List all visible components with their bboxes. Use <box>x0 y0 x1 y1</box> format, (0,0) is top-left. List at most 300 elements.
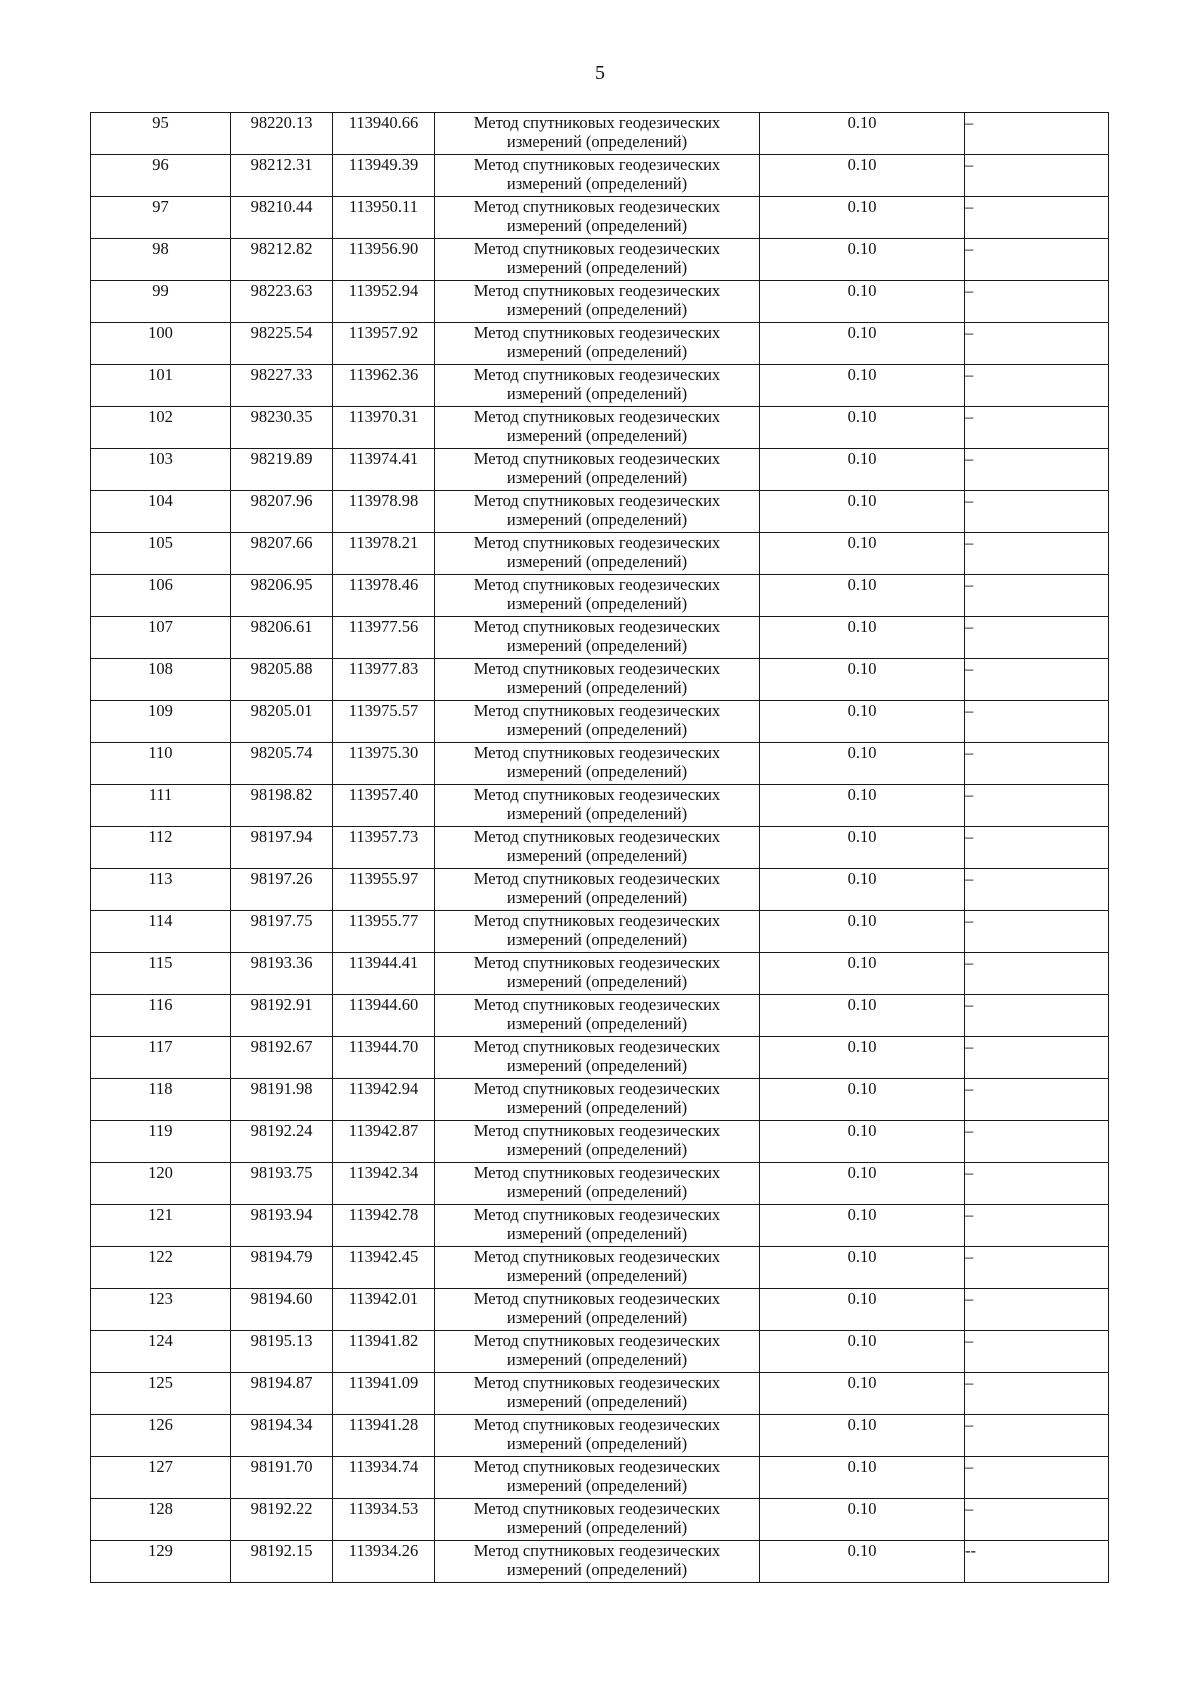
table-row <box>91 785 1109 827</box>
table-row <box>91 659 1109 701</box>
x-coordinate-cell: 98197.75 <box>231 911 333 953</box>
method-line-1: Метод спутниковых геодезических <box>473 365 721 384</box>
method-line-1: Метод спутниковых геодезических <box>473 1541 721 1560</box>
x-coordinate-cell: 98198.82 <box>231 785 333 827</box>
point-number-cell: 124 <box>91 1331 231 1373</box>
table-row <box>91 827 1109 869</box>
point-number-cell: 121 <box>91 1205 231 1247</box>
point-number-cell: 98 <box>91 239 231 281</box>
accuracy-cell: 0.10 <box>760 827 965 869</box>
method-cell <box>435 827 760 869</box>
note-cell: – <box>965 323 1109 365</box>
method-line-2: измерений (определений) <box>506 384 688 403</box>
point-number-cell: 99 <box>91 281 231 323</box>
note-cell: – <box>965 113 1109 155</box>
method-line-1: Метод спутниковых геодезических <box>473 449 721 468</box>
y-coordinate-cell: 113957.40 <box>333 785 435 827</box>
x-coordinate-cell: 98197.94 <box>231 827 333 869</box>
method-line-1: Метод спутниковых геодезических <box>473 869 721 888</box>
accuracy-cell: 0.10 <box>760 1541 965 1583</box>
method-line-1: Метод спутниковых геодезических <box>473 1289 721 1308</box>
method-line-2: измерений (определений) <box>506 636 688 655</box>
accuracy-cell: 0.10 <box>760 659 965 701</box>
y-coordinate-cell: 113942.45 <box>333 1247 435 1289</box>
x-coordinate-cell: 98205.88 <box>231 659 333 701</box>
y-coordinate-cell: 113955.77 <box>333 911 435 953</box>
x-coordinate-cell: 98212.31 <box>231 155 333 197</box>
note-cell: – <box>965 827 1109 869</box>
point-number-cell: 97 <box>91 197 231 239</box>
x-coordinate-cell: 98193.36 <box>231 953 333 995</box>
y-coordinate-cell: 113944.60 <box>333 995 435 1037</box>
method-line-2: измерений (определений) <box>506 1098 688 1117</box>
method-line-1: Метод спутниковых геодезических <box>473 1373 721 1392</box>
point-number-cell: 116 <box>91 995 231 1037</box>
y-coordinate-cell: 113950.11 <box>333 197 435 239</box>
method-line-2: измерений (определений) <box>506 426 688 445</box>
method-line-1: Метод спутниковых геодезических <box>473 1037 721 1056</box>
y-coordinate-cell: 113949.39 <box>333 155 435 197</box>
note-cell: – <box>965 1163 1109 1205</box>
point-number-cell: 122 <box>91 1247 231 1289</box>
table-row <box>91 1163 1109 1205</box>
method-line-2: измерений (определений) <box>506 1308 688 1327</box>
method-line-2: измерений (определений) <box>506 972 688 991</box>
coordinates-table <box>90 112 1109 1583</box>
table-row <box>91 743 1109 785</box>
note-cell: – <box>965 281 1109 323</box>
method-line-2: измерений (определений) <box>506 510 688 529</box>
y-coordinate-cell: 113944.41 <box>333 953 435 995</box>
method-line-1: Метод спутниковых геодезических <box>473 743 721 762</box>
y-coordinate-cell: 113941.82 <box>333 1331 435 1373</box>
x-coordinate-cell: 98212.82 <box>231 239 333 281</box>
note-cell: – <box>965 407 1109 449</box>
note-cell: – <box>965 953 1109 995</box>
x-coordinate-cell: 98230.35 <box>231 407 333 449</box>
method-cell <box>435 1541 760 1583</box>
method-line-2: измерений (определений) <box>506 594 688 613</box>
x-coordinate-cell: 98192.91 <box>231 995 333 1037</box>
table-row <box>91 1457 1109 1499</box>
method-line-1: Метод спутниковых геодезических <box>473 1415 721 1434</box>
method-line-2: измерений (определений) <box>506 678 688 697</box>
accuracy-cell: 0.10 <box>760 575 965 617</box>
accuracy-cell: 0.10 <box>760 1163 965 1205</box>
method-line-1: Метод спутниковых геодезических <box>473 575 721 594</box>
note-cell: – <box>965 743 1109 785</box>
table-row <box>91 617 1109 659</box>
method-cell <box>435 155 760 197</box>
accuracy-cell: 0.10 <box>760 869 965 911</box>
method-cell <box>435 533 760 575</box>
y-coordinate-cell: 113957.92 <box>333 323 435 365</box>
x-coordinate-cell: 98192.22 <box>231 1499 333 1541</box>
x-coordinate-cell: 98192.15 <box>231 1541 333 1583</box>
method-cell <box>435 1247 760 1289</box>
accuracy-cell: 0.10 <box>760 1079 965 1121</box>
method-cell <box>435 365 760 407</box>
note-cell: – <box>965 617 1109 659</box>
x-coordinate-cell: 98193.75 <box>231 1163 333 1205</box>
point-number-cell: 115 <box>91 953 231 995</box>
method-line-1: Метод спутниковых геодезических <box>473 659 721 678</box>
note-cell: – <box>965 911 1109 953</box>
x-coordinate-cell: 98206.61 <box>231 617 333 659</box>
method-cell <box>435 449 760 491</box>
accuracy-cell: 0.10 <box>760 911 965 953</box>
note-cell: – <box>965 1037 1109 1079</box>
page-number: 5 <box>595 62 605 84</box>
accuracy-cell: 0.10 <box>760 1289 965 1331</box>
method-line-2: измерений (определений) <box>506 1182 688 1201</box>
x-coordinate-cell: 98192.24 <box>231 1121 333 1163</box>
method-cell <box>435 323 760 365</box>
method-line-2: измерений (определений) <box>506 552 688 571</box>
point-number-cell: 120 <box>91 1163 231 1205</box>
x-coordinate-cell: 98191.70 <box>231 1457 333 1499</box>
accuracy-cell: 0.10 <box>760 1373 965 1415</box>
table-row <box>91 533 1109 575</box>
accuracy-cell: 0.10 <box>760 239 965 281</box>
method-line-1: Метод спутниковых геодезических <box>473 407 721 426</box>
method-line-2: измерений (определений) <box>506 1392 688 1411</box>
method-line-1: Метод спутниковых геодезических <box>473 155 721 174</box>
accuracy-cell: 0.10 <box>760 155 965 197</box>
note-cell: – <box>965 1415 1109 1457</box>
x-coordinate-cell: 98223.63 <box>231 281 333 323</box>
note-cell: – <box>965 575 1109 617</box>
method-line-1: Метод спутниковых геодезических <box>473 239 721 258</box>
accuracy-cell: 0.10 <box>760 113 965 155</box>
x-coordinate-cell: 98225.54 <box>231 323 333 365</box>
x-coordinate-cell: 98205.74 <box>231 743 333 785</box>
method-cell <box>435 281 760 323</box>
point-number-cell: 110 <box>91 743 231 785</box>
point-number-cell: 107 <box>91 617 231 659</box>
point-number-cell: 113 <box>91 869 231 911</box>
method-line-1: Метод спутниковых геодезических <box>473 533 721 552</box>
note-cell: – <box>965 197 1109 239</box>
method-cell <box>435 1205 760 1247</box>
method-line-1: Метод спутниковых геодезических <box>473 1079 721 1098</box>
x-coordinate-cell: 98191.98 <box>231 1079 333 1121</box>
point-number-cell: 127 <box>91 1457 231 1499</box>
method-line-1: Метод спутниковых геодезических <box>473 1121 721 1140</box>
y-coordinate-cell: 113942.87 <box>333 1121 435 1163</box>
note-cell: – <box>965 995 1109 1037</box>
accuracy-cell: 0.10 <box>760 1331 965 1373</box>
accuracy-cell: 0.10 <box>760 449 965 491</box>
method-cell <box>435 995 760 1037</box>
y-coordinate-cell: 113975.57 <box>333 701 435 743</box>
x-coordinate-cell: 98194.34 <box>231 1415 333 1457</box>
point-number-cell: 123 <box>91 1289 231 1331</box>
accuracy-cell: 0.10 <box>760 365 965 407</box>
method-cell <box>435 869 760 911</box>
method-cell <box>435 953 760 995</box>
method-line-1: Метод спутниковых геодезических <box>473 827 721 846</box>
method-cell <box>435 617 760 659</box>
point-number-cell: 95 <box>91 113 231 155</box>
accuracy-cell: 0.10 <box>760 995 965 1037</box>
table-row <box>91 113 1109 155</box>
method-line-2: измерений (определений) <box>506 1266 688 1285</box>
method-cell <box>435 701 760 743</box>
accuracy-cell: 0.10 <box>760 281 965 323</box>
y-coordinate-cell: 113934.74 <box>333 1457 435 1499</box>
table-row <box>91 1289 1109 1331</box>
x-coordinate-cell: 98206.95 <box>231 575 333 617</box>
accuracy-cell: 0.10 <box>760 1247 965 1289</box>
point-number-cell: 105 <box>91 533 231 575</box>
method-cell <box>435 1499 760 1541</box>
method-line-1: Метод спутниковых геодезических <box>473 323 721 342</box>
point-number-cell: 112 <box>91 827 231 869</box>
x-coordinate-cell: 98192.67 <box>231 1037 333 1079</box>
x-coordinate-cell: 98194.79 <box>231 1247 333 1289</box>
method-cell <box>435 575 760 617</box>
accuracy-cell: 0.10 <box>760 953 965 995</box>
method-cell <box>435 113 760 155</box>
method-line-2: измерений (определений) <box>506 1518 688 1537</box>
method-cell <box>435 491 760 533</box>
note-cell: – <box>965 365 1109 407</box>
table-row <box>91 365 1109 407</box>
y-coordinate-cell: 113962.36 <box>333 365 435 407</box>
method-cell <box>435 1373 760 1415</box>
accuracy-cell: 0.10 <box>760 1037 965 1079</box>
note-cell: – <box>965 1205 1109 1247</box>
method-line-2: измерений (определений) <box>506 762 688 781</box>
method-line-2: измерений (определений) <box>506 1224 688 1243</box>
note-cell: – <box>965 1121 1109 1163</box>
y-coordinate-cell: 113975.30 <box>333 743 435 785</box>
table-row <box>91 281 1109 323</box>
note-cell: – <box>965 785 1109 827</box>
note-cell: – <box>965 155 1109 197</box>
x-coordinate-cell: 98219.89 <box>231 449 333 491</box>
x-coordinate-cell: 98210.44 <box>231 197 333 239</box>
y-coordinate-cell: 113942.78 <box>333 1205 435 1247</box>
point-number-cell: 104 <box>91 491 231 533</box>
method-line-2: измерений (определений) <box>506 132 688 151</box>
y-coordinate-cell: 113978.21 <box>333 533 435 575</box>
point-number-cell: 106 <box>91 575 231 617</box>
method-line-2: измерений (определений) <box>506 258 688 277</box>
table-row <box>91 1247 1109 1289</box>
accuracy-cell: 0.10 <box>760 407 965 449</box>
method-line-2: измерений (определений) <box>506 846 688 865</box>
note-cell: – <box>965 1457 1109 1499</box>
note-cell: – <box>965 1331 1109 1373</box>
point-number-cell: 126 <box>91 1415 231 1457</box>
point-number-cell: 114 <box>91 911 231 953</box>
table-row <box>91 197 1109 239</box>
method-cell <box>435 1415 760 1457</box>
accuracy-cell: 0.10 <box>760 743 965 785</box>
table-row <box>91 491 1109 533</box>
method-line-2: измерений (определений) <box>506 1560 688 1579</box>
note-cell: – <box>965 1289 1109 1331</box>
note-cell: – <box>965 449 1109 491</box>
method-line-2: измерений (определений) <box>506 1350 688 1369</box>
note-cell: – <box>965 1247 1109 1289</box>
x-coordinate-cell: 98193.94 <box>231 1205 333 1247</box>
table-row <box>91 449 1109 491</box>
accuracy-cell: 0.10 <box>760 323 965 365</box>
y-coordinate-cell: 113934.26 <box>333 1541 435 1583</box>
point-number-cell: 102 <box>91 407 231 449</box>
y-coordinate-cell: 113941.28 <box>333 1415 435 1457</box>
method-cell <box>435 911 760 953</box>
note-cell: – <box>965 1499 1109 1541</box>
point-number-cell: 101 <box>91 365 231 407</box>
y-coordinate-cell: 113974.41 <box>333 449 435 491</box>
method-line-2: измерений (определений) <box>506 174 688 193</box>
method-line-1: Метод спутниковых геодезических <box>473 197 721 216</box>
y-coordinate-cell: 113934.53 <box>333 1499 435 1541</box>
accuracy-cell: 0.10 <box>760 1415 965 1457</box>
method-line-2: измерений (определений) <box>506 216 688 235</box>
y-coordinate-cell: 113977.83 <box>333 659 435 701</box>
y-coordinate-cell: 113942.34 <box>333 1163 435 1205</box>
method-cell <box>435 785 760 827</box>
method-line-1: Метод спутниковых геодезических <box>473 911 721 930</box>
accuracy-cell: 0.10 <box>760 701 965 743</box>
accuracy-cell: 0.10 <box>760 491 965 533</box>
table-row <box>91 155 1109 197</box>
x-coordinate-cell: 98207.66 <box>231 533 333 575</box>
method-line-1: Метод спутниковых геодезических <box>473 491 721 510</box>
table-row <box>91 1331 1109 1373</box>
point-number-cell: 125 <box>91 1373 231 1415</box>
table-row <box>91 239 1109 281</box>
point-number-cell: 96 <box>91 155 231 197</box>
method-line-1: Метод спутниковых геодезических <box>473 1247 721 1266</box>
y-coordinate-cell: 113977.56 <box>333 617 435 659</box>
method-cell <box>435 197 760 239</box>
method-line-1: Метод спутниковых геодезических <box>473 113 721 132</box>
table-row <box>91 953 1109 995</box>
point-number-cell: 100 <box>91 323 231 365</box>
x-coordinate-cell: 98195.13 <box>231 1331 333 1373</box>
x-coordinate-cell: 98194.60 <box>231 1289 333 1331</box>
accuracy-cell: 0.10 <box>760 197 965 239</box>
method-line-1: Метод спутниковых геодезических <box>473 617 721 636</box>
method-line-2: измерений (определений) <box>506 468 688 487</box>
method-line-2: измерений (определений) <box>506 342 688 361</box>
note-cell: -- <box>965 1541 1109 1583</box>
method-line-2: измерений (определений) <box>506 930 688 949</box>
note-cell: – <box>965 533 1109 575</box>
x-coordinate-cell: 98205.01 <box>231 701 333 743</box>
note-cell: – <box>965 1079 1109 1121</box>
method-cell <box>435 1289 760 1331</box>
table-row <box>91 1121 1109 1163</box>
accuracy-cell: 0.10 <box>760 1205 965 1247</box>
table-row <box>91 323 1109 365</box>
method-line-1: Метод спутниковых геодезических <box>473 1163 721 1182</box>
point-number-cell: 108 <box>91 659 231 701</box>
point-number-cell: 118 <box>91 1079 231 1121</box>
point-number-cell: 103 <box>91 449 231 491</box>
method-line-2: измерений (определений) <box>506 1014 688 1033</box>
method-line-1: Метод спутниковых геодезических <box>473 1499 721 1518</box>
table-row <box>91 869 1109 911</box>
y-coordinate-cell: 113942.94 <box>333 1079 435 1121</box>
table-row <box>91 1205 1109 1247</box>
note-cell: – <box>965 491 1109 533</box>
accuracy-cell: 0.10 <box>760 1499 965 1541</box>
method-line-2: измерений (определений) <box>506 1056 688 1075</box>
accuracy-cell: 0.10 <box>760 785 965 827</box>
y-coordinate-cell: 113978.46 <box>333 575 435 617</box>
y-coordinate-cell: 113952.94 <box>333 281 435 323</box>
table-row <box>91 1415 1109 1457</box>
table-row <box>91 407 1109 449</box>
accuracy-cell: 0.10 <box>760 617 965 659</box>
method-line-1: Метод спутниковых геодезических <box>473 1457 721 1476</box>
note-cell: – <box>965 701 1109 743</box>
method-cell <box>435 239 760 281</box>
method-line-2: измерений (определений) <box>506 1434 688 1453</box>
method-line-2: измерений (определений) <box>506 720 688 739</box>
accuracy-cell: 0.10 <box>760 1457 965 1499</box>
note-cell: – <box>965 869 1109 911</box>
y-coordinate-cell: 113978.98 <box>333 491 435 533</box>
point-number-cell: 119 <box>91 1121 231 1163</box>
y-coordinate-cell: 113955.97 <box>333 869 435 911</box>
method-cell <box>435 743 760 785</box>
method-line-1: Метод спутниковых геодезических <box>473 1331 721 1350</box>
table-row <box>91 995 1109 1037</box>
table-row <box>91 1499 1109 1541</box>
x-coordinate-cell: 98227.33 <box>231 365 333 407</box>
y-coordinate-cell: 113956.90 <box>333 239 435 281</box>
method-line-1: Метод спутниковых геодезических <box>473 281 721 300</box>
x-coordinate-cell: 98197.26 <box>231 869 333 911</box>
point-number-cell: 109 <box>91 701 231 743</box>
y-coordinate-cell: 113940.66 <box>333 113 435 155</box>
y-coordinate-cell: 113942.01 <box>333 1289 435 1331</box>
method-cell <box>435 1163 760 1205</box>
table-row <box>91 1541 1109 1583</box>
point-number-cell: 117 <box>91 1037 231 1079</box>
method-cell <box>435 1121 760 1163</box>
method-line-2: измерений (определений) <box>506 888 688 907</box>
x-coordinate-cell: 98194.87 <box>231 1373 333 1415</box>
point-number-cell: 128 <box>91 1499 231 1541</box>
note-cell: – <box>965 659 1109 701</box>
note-cell: – <box>965 1373 1109 1415</box>
coordinates-table-body <box>91 113 1109 1583</box>
method-cell <box>435 1037 760 1079</box>
method-line-2: измерений (определений) <box>506 300 688 319</box>
method-cell <box>435 407 760 449</box>
point-number-cell: 129 <box>91 1541 231 1583</box>
accuracy-cell: 0.10 <box>760 533 965 575</box>
table-row <box>91 1079 1109 1121</box>
method-line-2: измерений (определений) <box>506 804 688 823</box>
method-cell <box>435 1331 760 1373</box>
note-cell: – <box>965 239 1109 281</box>
method-line-2: измерений (определений) <box>506 1140 688 1159</box>
method-line-2: измерений (определений) <box>506 1476 688 1495</box>
y-coordinate-cell: 113941.09 <box>333 1373 435 1415</box>
point-number-cell: 111 <box>91 785 231 827</box>
method-cell <box>435 1079 760 1121</box>
